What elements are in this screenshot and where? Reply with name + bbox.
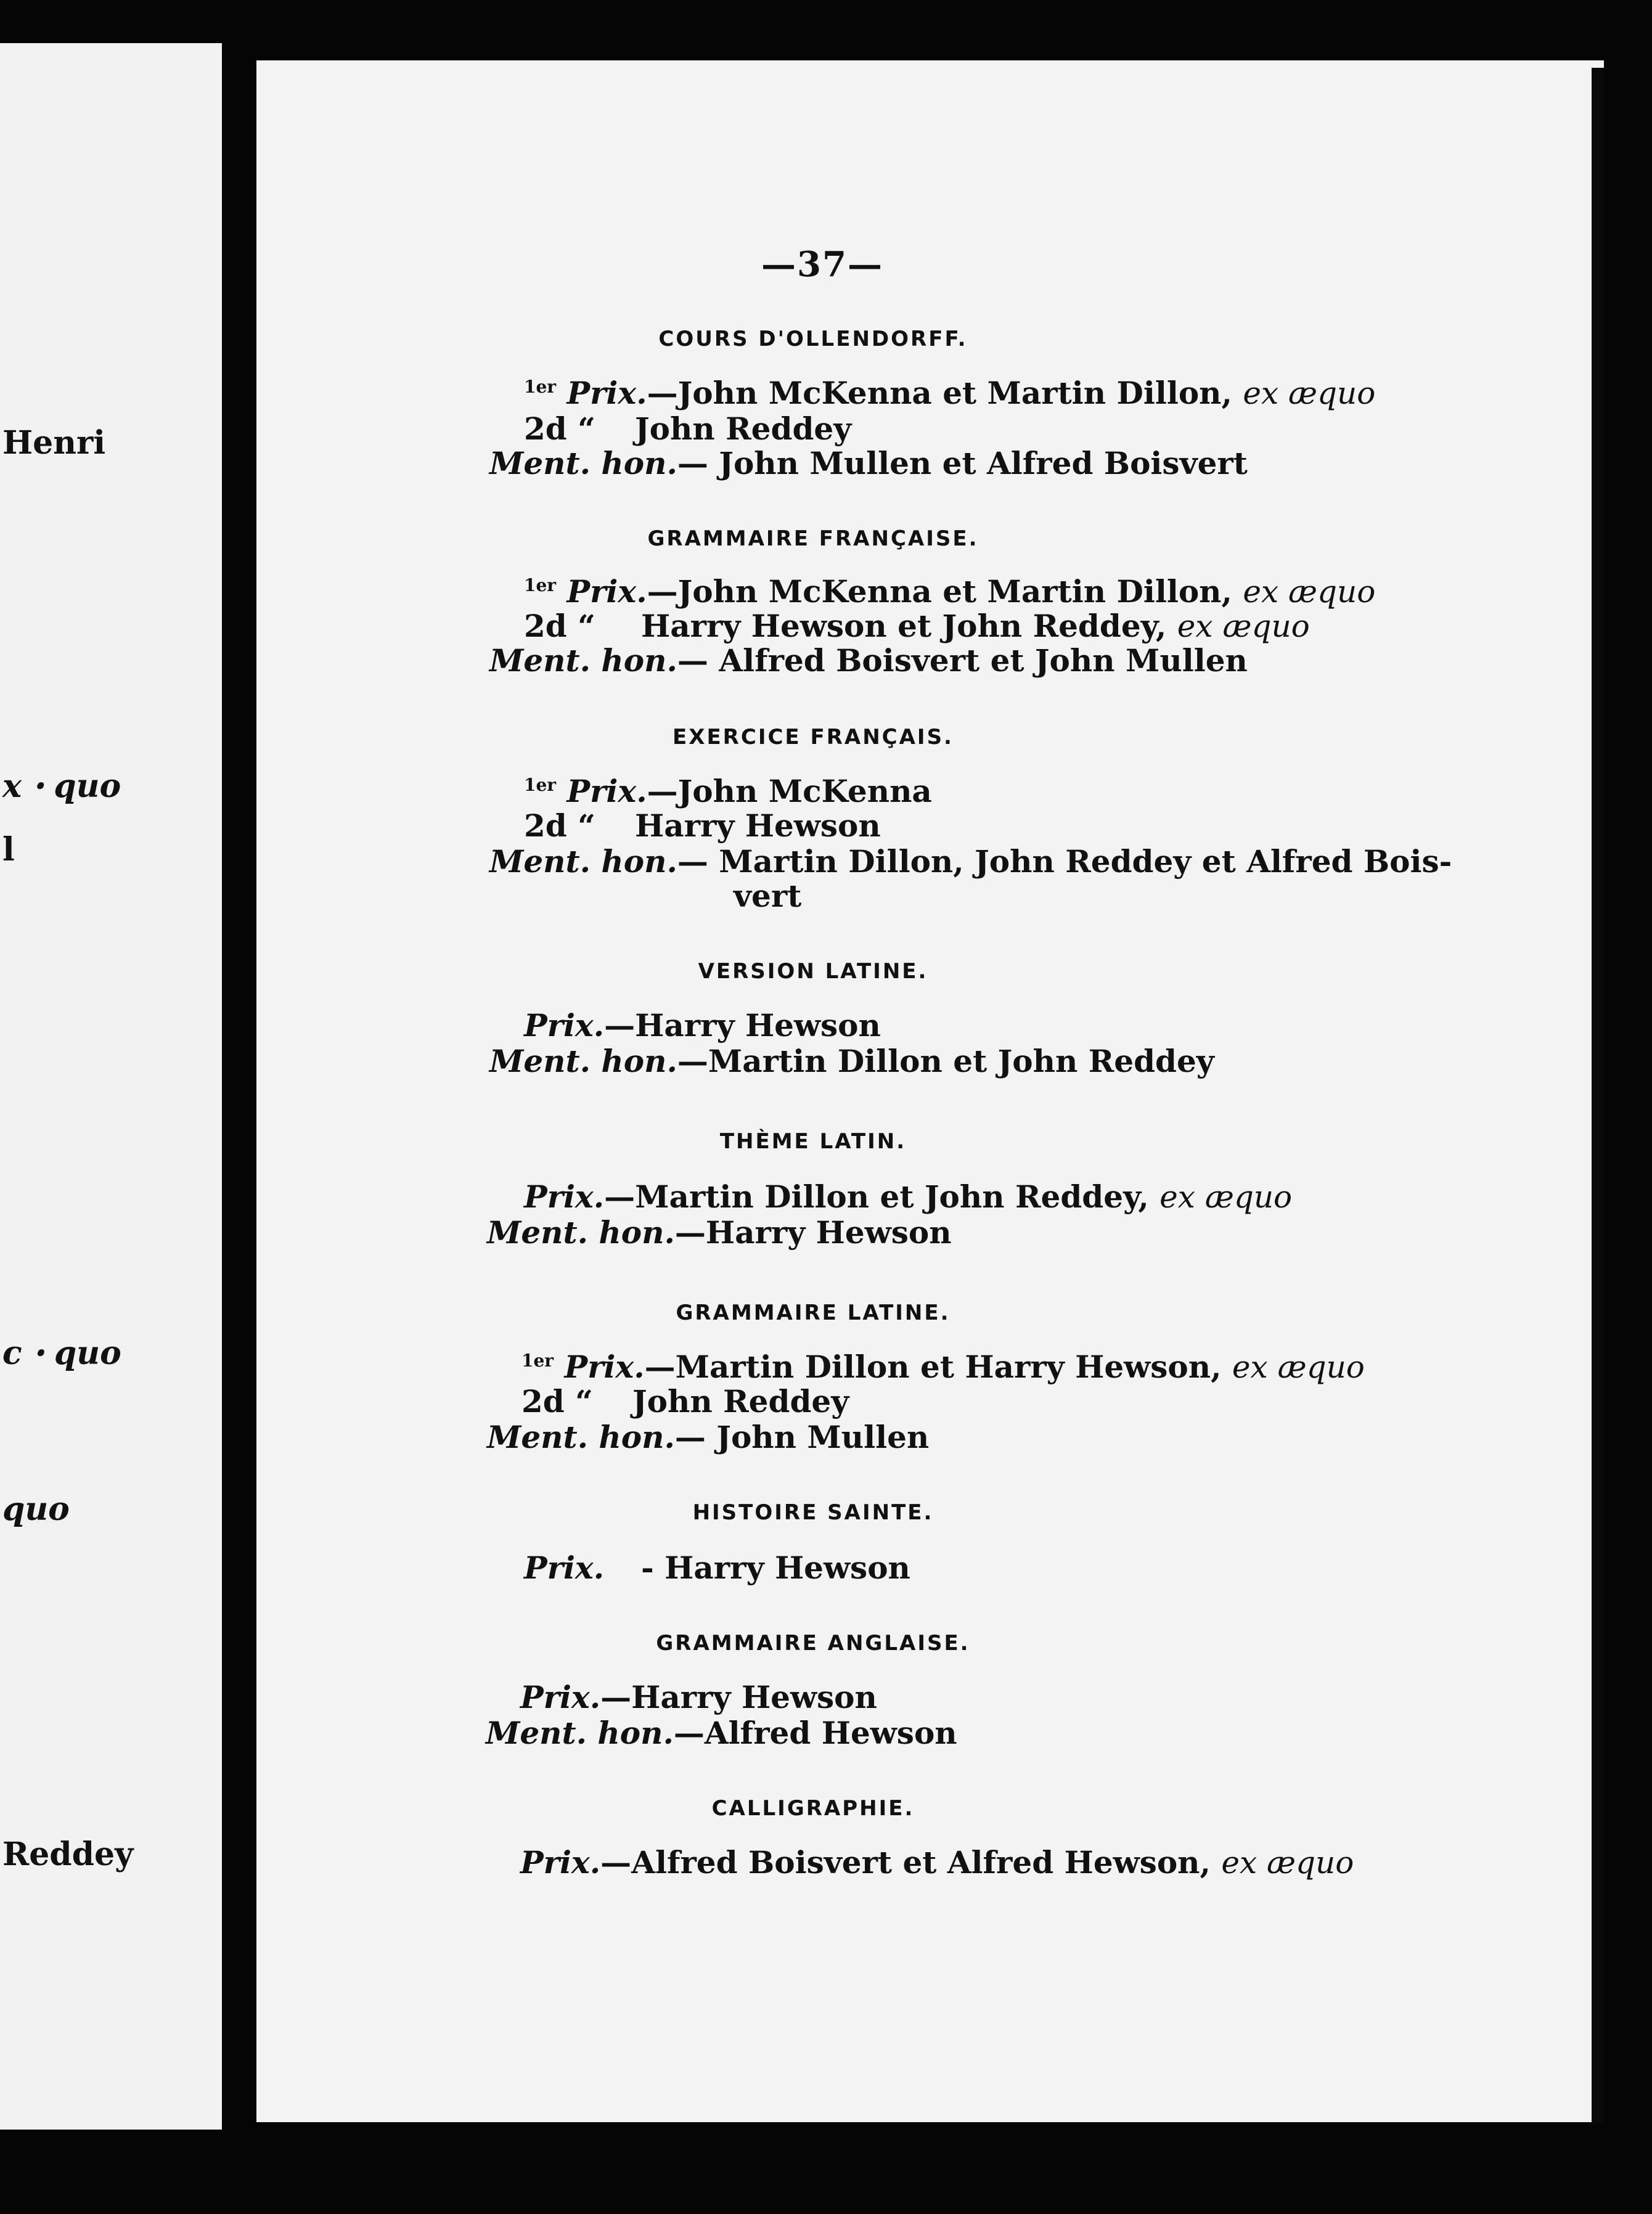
section-title: VERSION LATINE. (698, 959, 928, 984)
section-title: COURS D'OLLENDORFF. (658, 327, 968, 351)
section-title: GRAMMAIRE FRANÇAISE. (647, 526, 979, 551)
prize-row: Prix. - Harry Hewson (524, 1550, 910, 1586)
prize-row: 2d “ Harry Hewson et John Reddey, ex æquo (524, 608, 1310, 644)
page-edge (1592, 68, 1604, 2123)
prize-row: Ment. hon.— Alfred Boisvert et John Mullen (489, 642, 1248, 679)
prize-row: Prix.—Martin Dillon et John Reddey, ex æquo (524, 1178, 1293, 1215)
section-title: CALLIGRAPHIE. (711, 1796, 915, 1821)
prize-row: $^{1er}$ Prix.—John McKenna et Martin Dillon, ex æquo (524, 375, 1376, 411)
prize-row: 2d “ Harry Hewson (524, 807, 881, 844)
section-title: EXERCICE FRANÇAIS. (673, 725, 954, 750)
section-title: GRAMMAIRE LATINE. (676, 1301, 951, 1325)
left-fragment: quo (2, 1490, 70, 1528)
section-title: HISTOIRE SAINTE. (692, 1500, 934, 1525)
prize-row: Ment. hon.—Alfred Hewson (486, 1715, 957, 1751)
left-fragment: Henri (2, 424, 106, 462)
prize-row: Ment. hon.— John Mullen (487, 1419, 930, 1455)
prize-row: Ment. hon.—Harry Hewson (487, 1214, 952, 1251)
prize-row: Ment. hon.— Martin Dillon, John Reddey et Alfred Bois- (489, 843, 1452, 880)
prize-row: Prix.—Alfred Boisvert et Alfred Hewson, ex æquo (520, 1844, 1354, 1881)
prize-row: Prix.—Harry Hewson (524, 1007, 881, 1044)
page-gutter (222, 43, 256, 2130)
prize-row: 2d “ John Reddey (521, 1383, 849, 1419)
left-fragment: x ꞏ quo (2, 767, 121, 805)
main-page (256, 60, 1604, 2122)
prize-row: 2d “ John Reddey (524, 411, 852, 447)
left-fragment: c ꞏ quo (2, 1334, 121, 1372)
prize-row: Ment. hon.— John Mullen et Alfred Boisvert (489, 445, 1248, 481)
prize-row: vert (734, 878, 802, 914)
prize-row: Prix.—Harry Hewson (520, 1679, 877, 1715)
section-title: THÈME LATIN. (719, 1129, 907, 1154)
prize-row: $^{1er}$ Prix.—John McKenna et Martin Dillon, ex æquo (524, 573, 1376, 610)
prize-row: $^{1er}$ Prix.—Martin Dillon et Harry Hewson, ex æquo (521, 1349, 1365, 1385)
prize-row: $^{1er}$ Prix.—John McKenna (524, 773, 932, 809)
left-fragment: l (2, 831, 15, 868)
section-title: GRAMMAIRE ANGLAISE. (656, 1631, 970, 1656)
left-fragment: Reddey (2, 1836, 134, 1873)
prize-row: Ment. hon.—Martin Dillon et John Reddey (489, 1043, 1214, 1079)
page-number: —37— (761, 244, 883, 285)
left-facing-page (0, 43, 222, 2130)
